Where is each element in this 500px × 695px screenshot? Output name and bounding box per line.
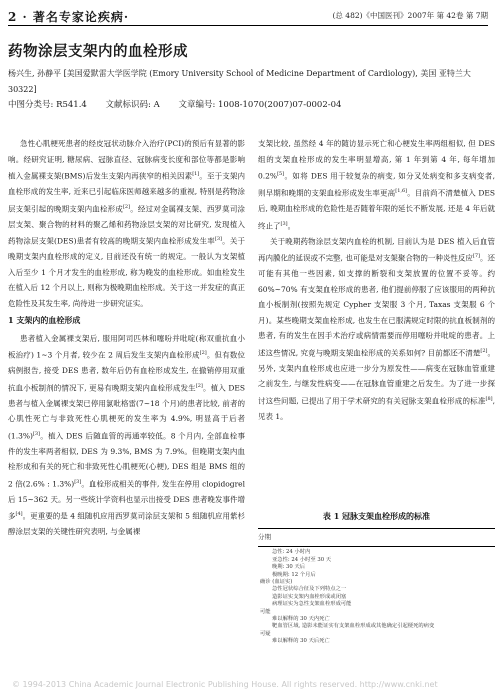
continued-paragraph: 支架比较, 虽然经 4 年的随访显示死亡和心梗发生率两组相似, 但 DES 组的支架血栓形成的发生率明显增高, 第 1 年到第 4 年, 每年增加 0.2%[5]。如将 DES 用于较复杂的病变, 如分叉处病变和多支病变者, 则早期和晚期的支架血栓形成发生率更高[1,6]。目前尚不清楚植入 DES 后, 晚期血栓形成的危险性是否随着年限的延长不断发展, 还是 4 年后就终止了[3]。 xyxy=(258,139,495,230)
table-header: 分期 xyxy=(258,533,271,541)
table-row: 难以解释的 30 天内死亡 xyxy=(272,616,330,623)
clc-number: 中图分类号: R541.4 xyxy=(8,100,87,110)
right-column xyxy=(258,136,495,424)
classification-line xyxy=(8,98,490,110)
article-authors: 杨兴生, 孙静平 [美国爱默雷大学医学院 (Emory University School of Medicine Department of Cardiology), 美国 亚特兰大 30322] xyxy=(8,69,471,94)
table-header-rule xyxy=(258,546,495,547)
table-row: 急性: 24 小时内 xyxy=(272,549,311,556)
table-body xyxy=(258,549,495,645)
criteria-table xyxy=(258,526,495,646)
table-top-rule xyxy=(258,528,495,529)
intro-paragraph: 急性心肌梗死患者的经皮冠状动脉介入治疗(PCI)的预后有显著的影响。经研究证明, 糖尿病、冠脉直径、冠脉病变长度和部位等都是影响植入金属裸支架(BMS)后发生支架内再狭窄的相关因素[1]。至于支架内血栓形成的发生率, 近来已引起临床医师越来越多的重视, 特别是药物涂层支架引起的晚期支架内血栓形成[2]。经过对金属裸支架、西罗莫司涂层支架、聚合物的材料的聚乙烯和药物涂层支架的对比研究, 发现植入药物涂层支架(DES)患者有较高的晚期支架内血栓形成发生率[3]。关于晚期支架内血栓形成的定义, 目前还没有统一的规定。一般认为支架植入后至少 1 个月才发生的血栓形成, 称为晚发的血栓形成。如血栓发生在植入后 12 个月以上, 则称为极晚期血栓形成。关于这一并发症的真正危险性及其发生率, 尚待进一步研究证实。 xyxy=(8,139,246,308)
table-row: 难以解释的 30 天后死亡 xyxy=(272,638,330,645)
article-title: 药物涂层支架内的血栓形成 xyxy=(8,43,188,60)
header-divider xyxy=(8,25,488,26)
table-row: 亚急性: 24 小时至 30 天 xyxy=(272,556,332,563)
journal-header: (总 482)《中国医刊》2007年 第 42卷 第 7期 xyxy=(332,11,488,20)
table-row: 晚期: 30 天后 xyxy=(272,564,306,571)
section1-paragraph: 患者植入金属裸支架后, 服用阿司匹林和噻吩并吡啶(称双重抗血小板治疗) 1~3 个月者, 较少在 2 周后发生支架内血栓形成[2]。但有数位病例报告, 接受 DES 患者, 数年后仍有血栓形成发生, 在撤销停用双重抗血小板制剂的情况下, 更易有晚期支架内血栓形成发生[2]。植入 DES 患者与植入金属裸支架已停用氯吡格雷(7~18 个月)的患者比较, 前者的心肌性死亡与非致死性心肌梗死的发生率为 4.9%, 明显高于后者(1.3%)[3]。植入 DES 后随血管的再通率较低。8 个月内, 全部血栓事件的发生率两者相似, DES 为 9.3%, BMS 为 7.9%。但晚期支架内血栓形成和有关的死亡和非致死性心肌梗死(心梗), DES 组是 BMS 组的 2 倍(2.6% : 1.3%)[3]。血栓形成相关的事件, 发生在停用 clopidogrel 后 15~362 天。另一些统计学资料也显示出接受 DES 患者晚发事件增多[4]。更重要的是 4 组随机应用西罗莫司涂层支架和 5 组随机应用紫杉醇涂层支架的关键性研究表明, 与金属裸 xyxy=(8,333,246,536)
table-title: 表 1 冠脉支架血栓形成的标准 xyxy=(322,511,431,521)
section-heading-1: 1 支架内的血栓形成 xyxy=(8,315,81,325)
table-row: 极晚期: 12 个月后 xyxy=(272,571,316,578)
table-row: 急性冠状综合征及下列特点之一 xyxy=(272,586,347,593)
table-row: 可疑 xyxy=(260,630,271,637)
table-row: 病理证实为急性支架血栓形成可能 xyxy=(272,601,352,608)
left-column xyxy=(8,136,245,540)
copyright-footer: © 1994-2013 China Academic Journal Electronic Publishing House. All rights reserved. http://www.cnki.net xyxy=(12,680,438,689)
table-row: 靶血管区域, 造影未能证实有支架血栓形成或其他确定引起梗死的病变 xyxy=(272,623,435,630)
mechanism-paragraph: 关于晚期药物涂层支架内血栓的机制, 目前认为是 DES 植入后血管再内膜化的延误或不完整, 也可能是对支架聚合物的一种炎性反应[7]。还可能有其他一些因素, 如支撑的断裂和支架放置的位置不妥等。约 60%~70% 有支架血栓形成的患者, 他们提前停服了应该服用的两种抗血小板制剂(按照先规定 Cypher 支架服 3 个月, Taxas 支架服 6 个月)。某些晚期支架血栓形成, 也发生在已服满规定时限的抗血板制剂的患者, 有的发生在因手术治疗或病情需要而停用噻吩并吡啶的患者。上述这些情况, 究竟与晚期支架血栓形成的关系如何? 目前都还不清楚[2]。另外, 支架内血栓形成也应进一步分为原发性——病变在冠脉血管重建之前发生, 与继发性病变——在冠脉血管重建之后发生。为了进一步探讨这些问题, 已提出了用于学术研究的有关冠脉支架血栓形成的标准[8], 见表 1。 xyxy=(258,236,496,421)
table-row: 可能 xyxy=(260,608,271,615)
page-section-header: 2 · 著名专家论疾病· xyxy=(8,10,130,24)
document-code: 文献标识码: A xyxy=(105,100,160,110)
table-row: 确诊 (血证实) xyxy=(260,579,293,586)
table-row: 造影证实支架内血栓形成或闭塞 xyxy=(272,593,347,600)
article-id: 文章编号: 1008-1070(2007)07-0002-04 xyxy=(178,100,342,110)
